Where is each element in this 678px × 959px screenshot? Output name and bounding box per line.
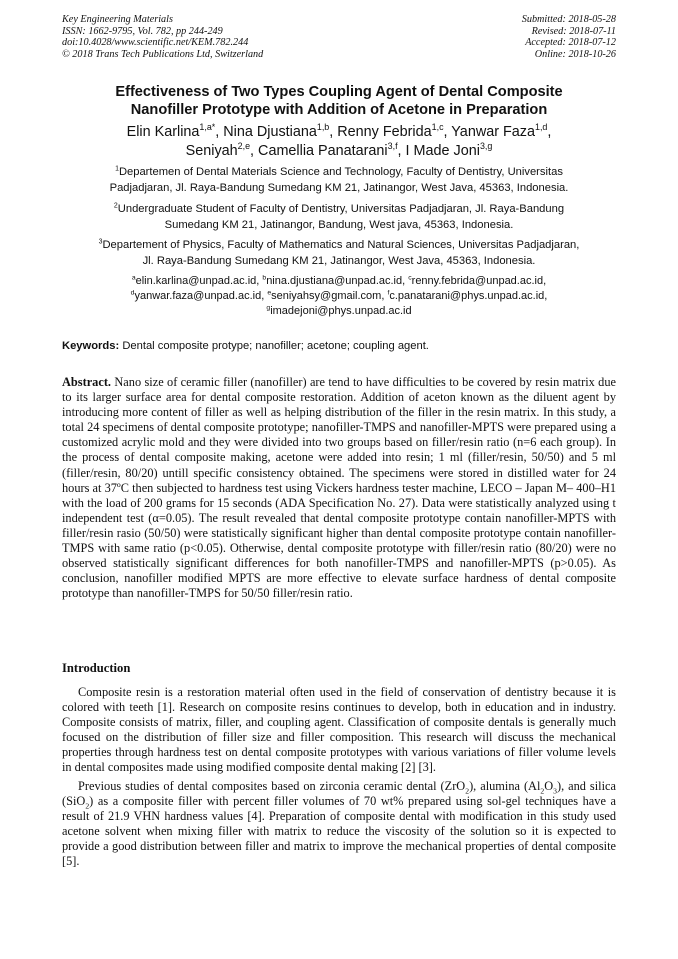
keywords xyxy=(62,339,616,354)
email-link[interactable]: $^e$seniyahsy@gmail.com xyxy=(267,289,382,302)
title-line: Effectiveness of Two Types Coupling Agent of Dental Composite xyxy=(115,84,563,100)
email-link[interactable]: $^a$elin.karlina@unpad.ac.id xyxy=(131,274,257,287)
email-list: $^a$elin.karlina@unpad.ac.id, $^b$nina.djustiana@unpad.ac.id, $^c$renny.febrida@unpad.ac.id, $^d$yanwar.faza@unpad.ac.id, $^e$seniyahsy@gmail.com, $^f$c.panatarani@phys.unpad.ac.id, $^g$imadejoni@phys.unpad.ac.id xyxy=(130,274,548,317)
dates-header xyxy=(522,14,616,60)
author-name: Yanwar Faza$^{1,d}$, xyxy=(451,122,552,140)
keywords-label: Keywords: xyxy=(62,340,120,352)
section-heading: Introduction xyxy=(62,661,131,675)
issn-line: ISSN: 1662-9795, Vol. 782, pp 244-249 xyxy=(62,25,223,37)
copyright-line: © 2018 Trans Tech Publications Ltd, Switzerland xyxy=(62,48,264,60)
online-date: Online: 2018-10-26 xyxy=(534,48,616,60)
affiliation: $^1$Departemen of Dental Materials Science and Technology, Faculty of Dentistry, Universitas Padjadjaran, Jl. Raya-Bandung Sumedang KM 21, Jatinangor, West Java, 45363, Indonesia. xyxy=(109,165,569,194)
author-name: Elin Karlina$^{1,a*}$, xyxy=(126,122,224,140)
abstract xyxy=(62,375,616,601)
paragraph: Composite resin is a restoration material often used in the field of conservation of dentistry because it is colored with teeth [1]. Research on composite resins continues to develop, both in education and in industry. Composite consists of matrix, filler, and coupling agent. Classification of composite dentals is generally much focused on the distribution of filler size and filler composition. This research will discuss the mechanical properties through hardness test on dental composite prototypes with various variations of filler volume levels in dental composites made using modified composite dental making [2] [3]. xyxy=(62,685,616,775)
author-name: Renny Febrida$^{1,c}$, xyxy=(337,122,452,140)
affiliation: $^3$Departement of Physics, Faculty of Mathematics and Natural Sciences, Universitas Padjadjaran, Jl. Raya-Bandung Sumedang KM 21, Jatinangor, West Java, 45363, Indonesia. xyxy=(98,238,580,267)
author-list xyxy=(62,123,616,161)
email-link[interactable]: $^d$yanwar.faza@unpad.ac.id xyxy=(130,289,262,302)
paper-title xyxy=(62,83,616,119)
author-name: Seniyah$^{2,e}$, xyxy=(185,141,259,159)
journal-name: Key Engineering Materials xyxy=(62,14,173,25)
introduction-body xyxy=(62,685,616,872)
author-name: I Made Joni$^{3,g}$ xyxy=(405,141,493,159)
abstract-label: Abstract. xyxy=(62,375,112,389)
revised-date: Revised: 2018-07-11 xyxy=(531,25,616,37)
email-link[interactable]: $^g$imadejoni@phys.unpad.ac.id xyxy=(266,304,412,317)
keywords-text: Dental composite protype; nanofiller; acetone; coupling agent. xyxy=(122,340,429,352)
affiliation: $^2$Undergraduate Student of Faculty of Dentistry, Universitas Padjadjaran, Jl. Raya-Bandung Sumedang KM 21, Jatinangor, Bandung, West java, 45363, Indonesia. xyxy=(113,202,565,231)
email-link[interactable]: $^c$renny.febrida@unpad.ac.id xyxy=(408,274,544,287)
email-link[interactable]: $^b$nina.djustiana@unpad.ac.id xyxy=(262,274,403,287)
journal-header xyxy=(62,14,263,60)
abstract-text: Nano size of ceramic filler (nanofiller) are tend to have difficulties to be covered by resin matrix due to its larger surface area for dental composite restoration. Addition of aceton known as the diluent agent by introducing more content of filler as well as helping distribution of the filler in the resin matrix. In this study, a total 24 specimens of dental composite prototype; nanofiller-TMPS and nanofiller-MPTS were prepared using a customized acrylic mold and they were divided into two groups based on filler/resin ratio (n=6 each group). In the process of dental composite making, acetone were added into resin; 1 ml (filler/resin, 50/50) and 5 ml (filler/resin, 80/20) untill specific consistency obtained. The specimens were stored in distilled water for 24 hours at 37ºC then subjected to hardness test using Vickers hardness tester machine, LECO – Japan M– 400–H1 with the load of 200 grams for 15 seconds (ADA Specification No. 27). Data were statistically analyzed using t independent test (α=0.05). The result revealed that dental composite prototype contain nanofiller-MPTS with filler/resin rasio (50/50) were statistically significant higher than dental composite prototype contain nanofiller-TMPS with same ratio (p<0.05). Otherwise, dental composite prototype with filler/resin ratio (80/20) were no observed statistically significant differences for both nanofiller-TMPS and nanofiller-MPTS (p>0.05). As conclusion, nanofiller modified MPTS are more effective to elevate surface hardness of dental composite prototype than nanofiller-TMPS for 50/50 filler/resin ratio. xyxy=(62,375,616,601)
title-line: Nanofiller Prototype with Addition of Acetone in Preparation xyxy=(130,102,548,118)
paragraph: Previous studies of dental composites based on zirconia ceramic dental (ZrO$_2$), alumina $(Al_2O_3)$, and silica (SiO$_2$) as a composite filler with percent filler volumes of 70 wt% prepared using sol-gel techniques have a result of 21.9 VHN hardness values [4]. Preparation of composite dental with modification in this study used acetone solvent when mixing filler with matrix to reduce the viscosity of the solution so it is expected to provide a good distribution between filler and matrix to improve the mechanical properties of dental composite [5]. xyxy=(62,778,616,869)
author-name: Nina Djustiana$^{1,b}$, xyxy=(223,122,338,140)
doi-line[interactable]: doi:10.4028/www.scientific.net/KEM.782.244 xyxy=(62,37,249,49)
submitted-date: Submitted: 2018-05-28 xyxy=(521,14,616,25)
email-link[interactable]: $^f$c.panatarani@phys.unpad.ac.id xyxy=(387,289,545,302)
accepted-date: Accepted: 2018-07-12 xyxy=(525,37,616,49)
author-name: Camellia Panatarani$^{3,f}$, xyxy=(258,141,406,159)
